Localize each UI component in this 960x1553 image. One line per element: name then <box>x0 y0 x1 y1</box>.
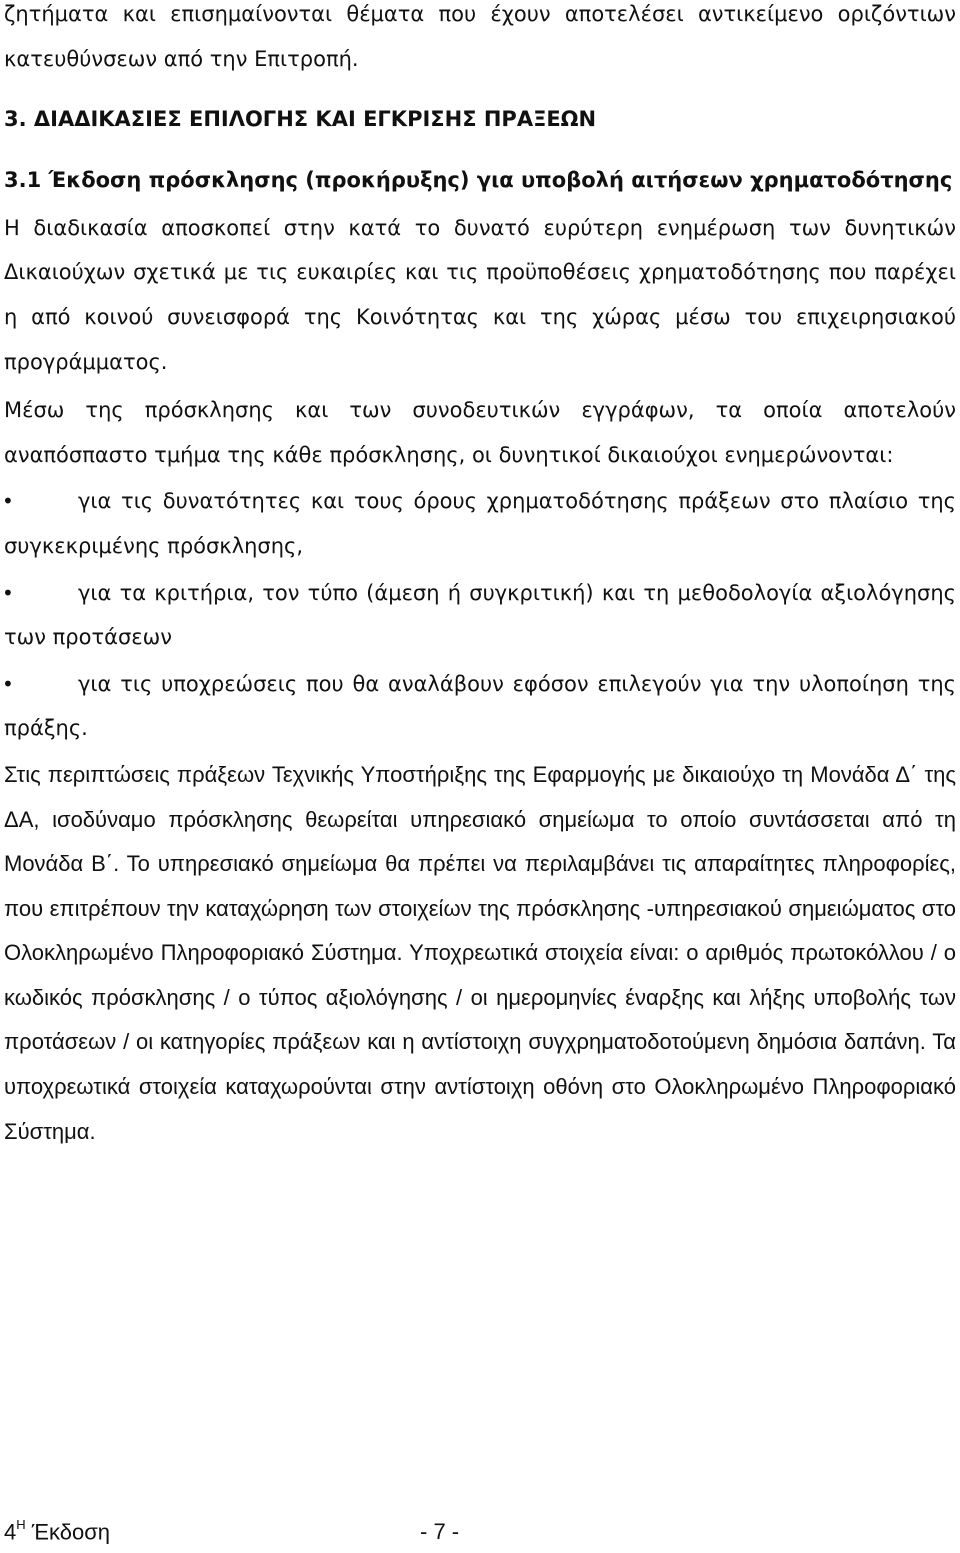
list-item <box>4 479 956 568</box>
edition-label <box>4 1519 110 1545</box>
page-number: - 7 - <box>420 1519 460 1544</box>
technical-support-block <box>4 753 956 1154</box>
paragraph-1: Η διαδικασία αποσκοπεί στην κατά το δυνατό ευρύτερη ενημέρωση των δυνητικών Δικαιούχων σχετικά με τις ευκαιρίες και τις προϋποθέσεις χρηματοδότησης που παρέχει η από κοινού συνεισφορά της Κοινότητας και της χώρας μέσω του επιχειρησιακού προγράμματος. <box>4 215 956 374</box>
section-heading: 3. ΔΙΑΔΙΚΑΣΙΕΣ ΕΠΙΛΟΓΗΣ ΚΑΙ ΕΓΚΡΙΣΗΣ ΠΡΑΞΕΩΝ <box>4 107 597 132</box>
paragraph-2: Μέσω της πρόσκλησης και των συνοδευτικών εγγράφων, τα οποία αποτελούν αναπόσπαστο τμήμα της κάθε πρόσκλησης, οι δυνητικοί δικαιούχοι ενημερώνονται: <box>4 398 956 467</box>
bullet-icon: • <box>2 489 14 514</box>
intro-paragraph: ζητήματα και επισημαίνονται θέματα που έχουν αποτελέσει αντικείμενο οριζόντιων κατευθύνσεων από την Επιτροπή. <box>4 2 956 71</box>
bullet-icon: • <box>2 580 14 605</box>
bullet-list <box>4 479 956 751</box>
list-item-text: για τις υποχρεώσεις που θα αναλάβουν εφόσον επιλεγούν για την υλοποίηση της πράξης. <box>4 671 956 741</box>
list-item-text: για τις δυνατότητες και τους όρους χρηματοδότησης πράξεων στο πλαίσιο της συγκεκριμένης πρόσκλησης, <box>4 489 956 558</box>
document-page <box>4 0 956 1154</box>
page-footer <box>4 1519 564 1549</box>
edition-number: 4 <box>4 1519 17 1545</box>
edition-superscript: Η <box>16 1517 26 1532</box>
list-item <box>4 662 956 751</box>
list-item <box>4 571 956 660</box>
bullet-icon: • <box>2 671 14 696</box>
subsection-heading: 3.1 Έκδοση πρόσκλησης (προκήρυξης) για υποβολή αιτήσεων χρηματοδότησης <box>4 167 953 192</box>
list-item-text: για τα κριτήρια, τον τύπο (άμεση ή συγκριτική) και τη μεθοδολογία αξιολόγησης των προτάσεων <box>4 580 956 650</box>
paragraph-3: Στις περιπτώσεις πράξεων Τεχνικής Υποστήριξης της Εφαρμογής με δικαιούχο τη Μονάδα Δ΄ της ΔΑ, ισοδύναμο πρόσκλησης θεωρείται υπηρεσιακό σημείωμα το οποίο συντάσσεται από τη Μονάδα Β΄. Το υπηρεσιακό σημείωμα θα πρέπει να περιλαμβάνει τις απαραίτητες πληροφορίες, που επιτρέπουν την καταχώρηση των στοιχείων της πρόσκλησης -υπηρεσιακού σημειώματος στο Ολοκληρωμένο Πληροφοριακό Σύστημα. Υποχρεωτικά στοιχεία είναι: ο αριθμός πρωτοκόλλου / ο κωδικός πρόσκλησης / ο τύπος αξιολόγησης / οι ημερομηνίες έναρξης και λήξης υποβολής των προτάσεων / οι κατηγορίες πράξεων και η αντίστοιχη συγχρηματοδοτούμενη δημόσια δαπάνη. Τα υποχρεωτικά στοιχεία καταχωρούνται στην αντίστοιχη οθόνη στο Ολοκληρωμένο Πληροφοριακό Σύστημα. <box>4 761 956 1144</box>
edition-word: Έκδοση <box>25 1519 111 1545</box>
